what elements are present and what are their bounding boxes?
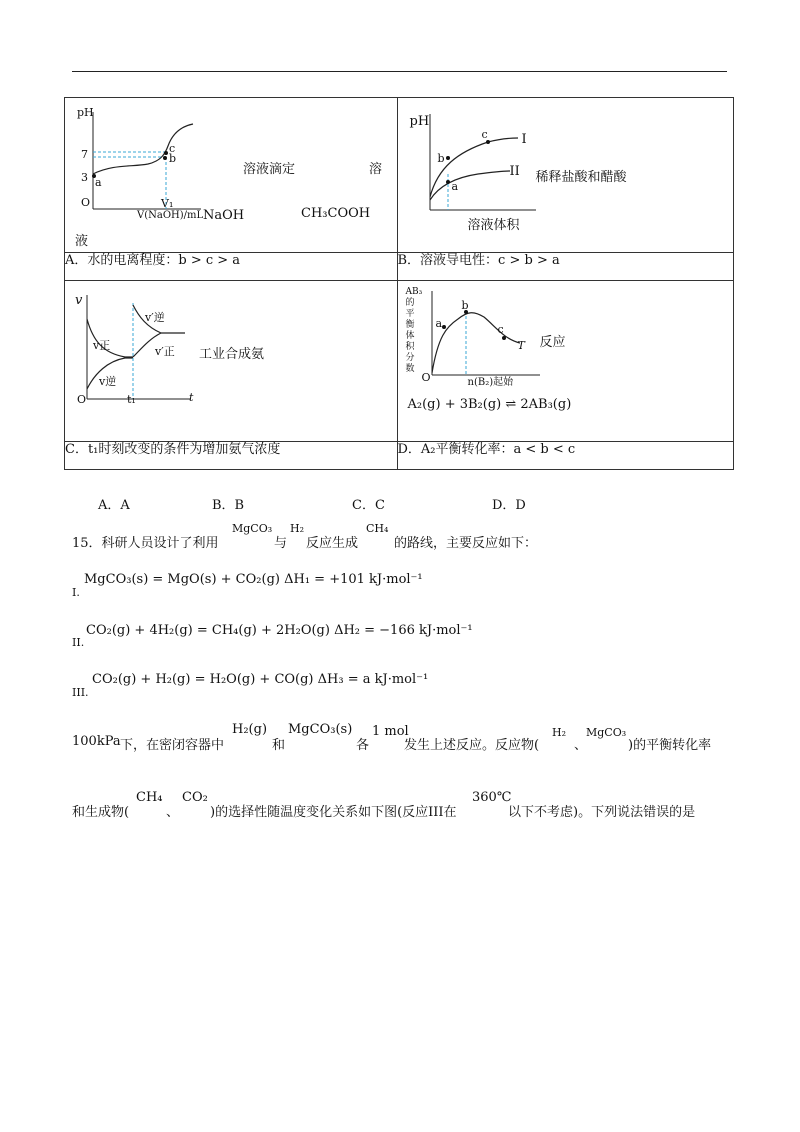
statement-d: D．A₂平衡转化率：a < b < c — [397, 442, 734, 470]
liquid-char: 液 — [75, 234, 89, 249]
point-a-d: a — [435, 317, 443, 330]
ammonia-text: 工业合成氨 — [199, 347, 265, 362]
line2-text-c: 以下不考虑)。下列说法错误的是 — [508, 805, 696, 820]
point-a-label: a — [95, 176, 102, 189]
curve-2-label: II — [509, 164, 520, 179]
q15-ch4: CH₄ — [366, 522, 389, 535]
q15-react: 反应生成 — [306, 536, 359, 551]
reaction-3-label: III. — [72, 686, 89, 699]
line2-ch4: CH₄ — [136, 790, 163, 805]
line2-co2: CO₂ — [182, 790, 208, 805]
line1-mgco3: MgCO₃ — [586, 726, 627, 739]
reaction-2-label: II. — [72, 636, 85, 649]
vprime-ni-label: v′逆 — [145, 311, 165, 324]
line1-and: 和 — [272, 738, 286, 753]
vprime-zheng-label: v′正 — [155, 345, 175, 358]
line2-text-b: )的选择性随温度变化关系如下图(反应III在 — [210, 805, 457, 820]
origin-d: O — [421, 371, 431, 384]
tick-3: 3 — [81, 171, 88, 184]
line1-mgco3s: MgCO₃(s) — [288, 722, 353, 737]
point-b-label: b — [169, 152, 177, 165]
graph-ylabel-ph: pH — [77, 106, 94, 119]
equilibrium-equation: A₂(g) + 3B₂(g) ⇌ 2AB₃(g) — [407, 397, 572, 412]
line1-text-f: )的平衡转化率 — [628, 738, 712, 753]
v-ni-label: v逆 — [99, 375, 117, 388]
line1-sep: 、 — [574, 738, 588, 753]
graph-xlabel: V(NaOH)/mL — [137, 210, 204, 221]
reaction-text: 反应 — [539, 335, 566, 350]
line1-mol: 1 mol — [372, 724, 409, 739]
titration-text: 溶液滴定 — [243, 162, 296, 177]
tick-7: 7 — [81, 148, 88, 161]
point-b-b: b — [437, 152, 445, 165]
graph-ylabel-v: v — [75, 293, 83, 308]
reaction-3: CO₂(g) + H₂(g) = H₂O(g) + CO(g) ΔH₃ = a kJ·mol⁻¹ — [92, 672, 429, 687]
statement-c: C．t₁时刻改变的条件为增加氨气浓度 — [65, 442, 398, 470]
point-c-label: c — [169, 142, 176, 155]
ch3cooh-label: CH₃COOH — [301, 206, 371, 221]
graph-xlabel-d: n(B₂)起始 — [467, 377, 514, 388]
line1-text-b: 下，在密闭容器中 — [120, 738, 225, 753]
cell-b — [397, 98, 734, 253]
option-b[interactable]: B．B — [212, 498, 245, 513]
option-a[interactable]: A．A — [98, 498, 130, 513]
origin-label: O — [81, 196, 91, 209]
point-b-d: b — [461, 299, 469, 312]
line1-pressure: 100kPa — [72, 734, 121, 749]
volume-fraction-graph — [421, 287, 544, 387]
line1-h2: H₂ — [552, 726, 567, 739]
t1-label: t₁ — [127, 393, 136, 406]
cell-c — [65, 281, 398, 442]
v-zheng-label: v正 — [93, 339, 111, 352]
q15-stem-prefix: 15．科研人员设计了利用 — [72, 536, 219, 551]
option-c[interactable]: C．C — [352, 498, 385, 513]
q15-h2: H₂ — [290, 522, 305, 535]
point-c-b: c — [481, 128, 488, 141]
reaction-1: MgCO₃(s) = MgO(s) + CO₂(g) ΔH₁ = +101 kJ·mol⁻¹ — [84, 572, 423, 587]
q15-mgco3: MgCO₃ — [232, 522, 273, 535]
option-d[interactable]: D．D — [492, 498, 526, 513]
q15-stem-suffix: 的路线，主要反应如下： — [394, 536, 538, 551]
point-c-d: c — [497, 323, 504, 336]
graph-xlabel-b: 溶液体积 — [467, 218, 520, 233]
cell-d — [397, 281, 734, 442]
line1-h2g: H₂(g) — [232, 722, 268, 737]
options-table — [64, 97, 734, 470]
line2-text-a: 和生成物( — [72, 805, 130, 820]
solution-char: 溶 — [369, 162, 383, 177]
origin-c: O — [77, 393, 87, 406]
T-label: T — [517, 339, 525, 352]
statement-a: A．水的电离程度：b > c > a — [65, 253, 398, 281]
graph-ylabel-ph-b: pH — [409, 114, 430, 129]
q15-with: 与 — [274, 536, 288, 551]
reaction-2: CO₂(g) + 4H₂(g) = CH₄(g) + 2H₂O(g) ΔH₂ = −166 kJ·mol⁻¹ — [86, 623, 473, 638]
line2-temperature: 360℃ — [472, 790, 512, 805]
reaction-1-label: I. — [72, 586, 80, 599]
cell-a — [65, 98, 398, 253]
point-a-b: a — [451, 180, 459, 193]
t-label: t — [189, 391, 194, 404]
line1-text-e: 发生上述反应。反应物( — [404, 738, 540, 753]
line2-sep: 、 — [166, 805, 180, 820]
dilution-text: 稀释盐酸和醋酸 — [535, 170, 627, 185]
graph-ylabel-ab3: AB₃的平衡体积分数 — [405, 287, 423, 374]
header-rule — [72, 71, 727, 72]
statement-b: B．溶液导电性：c > b > a — [397, 253, 734, 281]
curve-1-label: I — [521, 132, 527, 147]
v1-label: V₁ — [161, 197, 174, 210]
line1-each: 各 — [356, 738, 370, 753]
naoh-label: NaOH — [203, 208, 245, 223]
